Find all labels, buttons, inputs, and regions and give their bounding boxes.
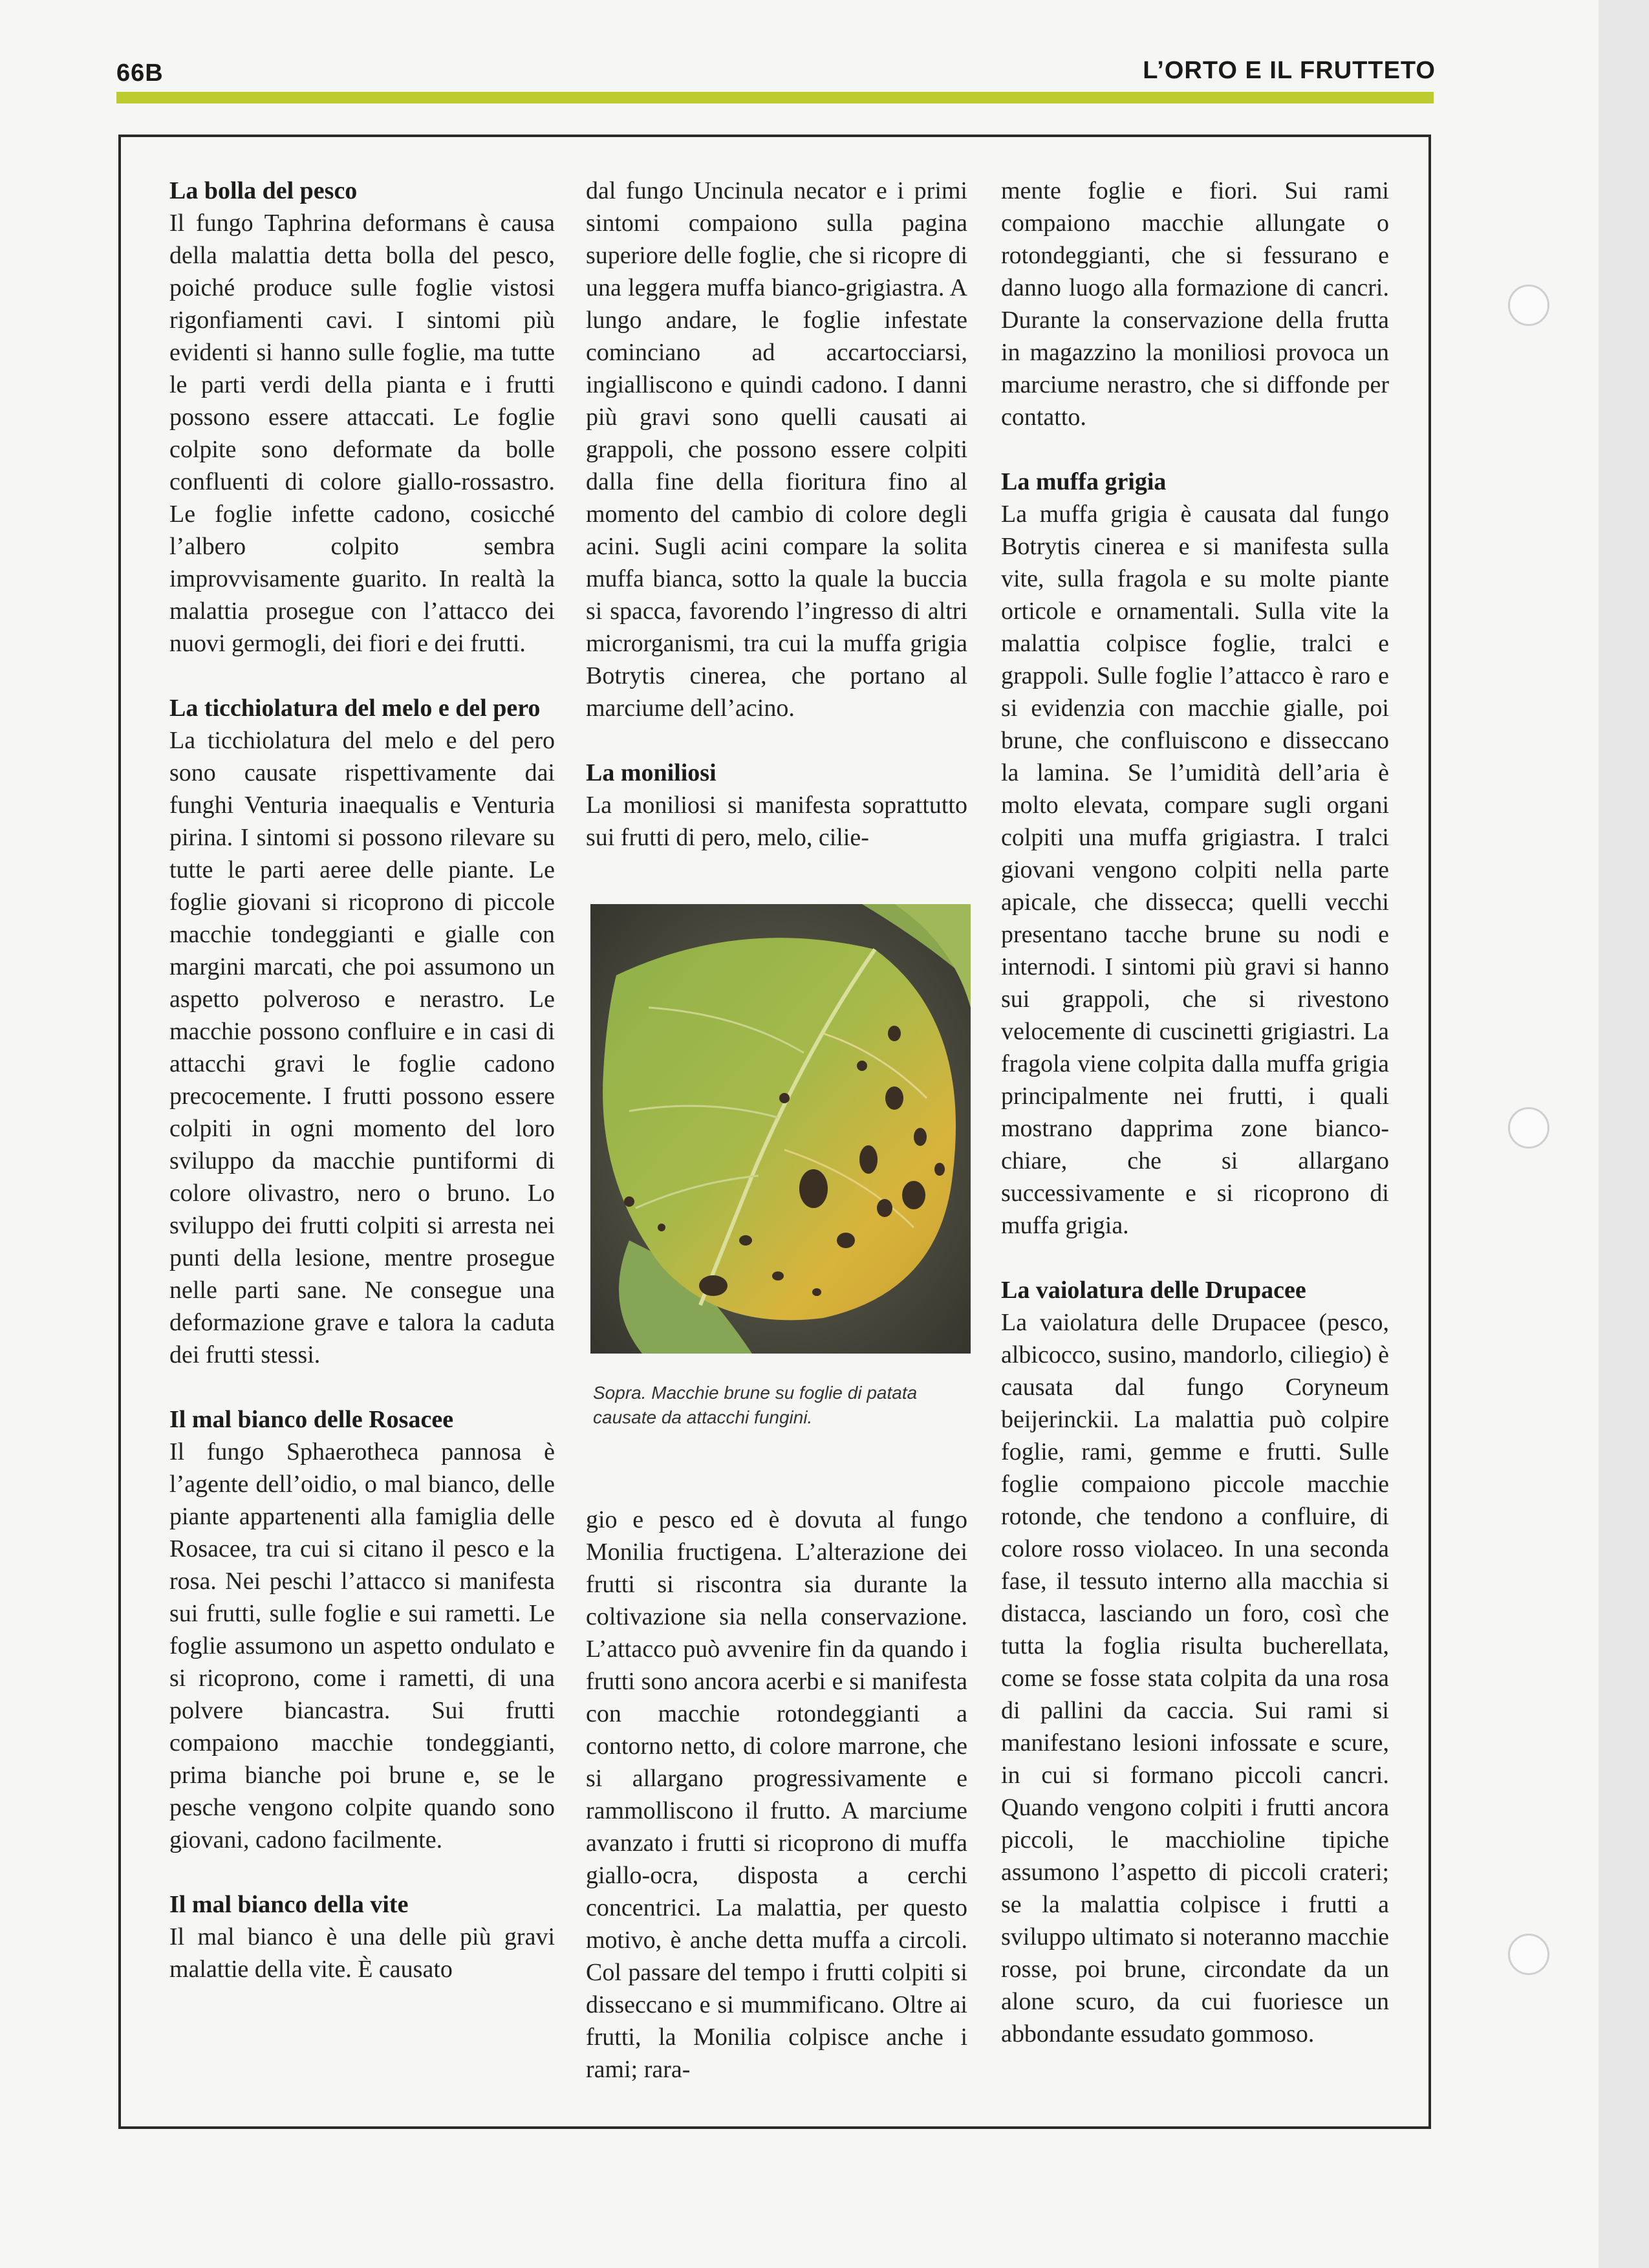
paragraph: Il fungo Sphaerotheca pannosa è l’agente dell’oidio, o mal bianco, delle piante appartenenti alla famiglia delle Rosacee, tra cui si citano il pesco e la rosa. Nei peschi l’attacco si manifesta sui frutti, sulle foglie e sui rametti. Le foglie assumono un aspetto ondulato e si ricoprono, come i rametti, di una polvere biancastra. Sui frutti compaiono macchie tondeggianti, prima bianche poi brune e, se le pesche vengono colpite quando sono giovani, cadono facilmente. [169, 1438, 555, 1853]
paragraph: La moniliosi si manifesta soprattutto sui frutti di pero, melo, cilie- [586, 792, 967, 851]
potato-leaf-photo [590, 904, 971, 1354]
section-heading: La vaiolatura delle Drupacee [1001, 1277, 1306, 1304]
text-column-2-top [586, 175, 967, 854]
paragraph: Il mal bianco è una delle più gravi malattie della vite. È causato [169, 1923, 555, 1983]
section-heading: Il mal bianco delle Rosacee [169, 1406, 454, 1433]
paragraph: mente foglie e fiori. Sui rami compaiono macchie allungate o rotondeggianti, che si fessurano e danno luogo alla formazione di cancri. Durante la conservazione della frutta in magazzino la moniliosi provoca un marciume nerastro, che si diffonde per contatto. [1001, 177, 1389, 431]
photo-caption: Sopra. Macchie brune su foglie di patata causate da attacchi fungini. [593, 1383, 918, 1427]
paragraph: La vaiolatura delle Drupacee (pesco, albicocco, susino, mandorlo, ciliegio) è causata dal fungo Coryneum beijerinckii. La malattia può colpire foglie, rami, gemme e frutti. Sulle foglie compaiono piccole macchie rotonde, che tendono a confluire, di colore rosso violaceo. In una seconda fase, il tessuto interno alla macchia si distacca, lasciando un foro, così che tutta la foglia risulta bucherellata, come se fosse stata colpita da una rosa di pallini da caccia. Sui rami si manifestano lesioni infossate e scure, in cui si formano piccoli cancri. Quando vengono colpiti i frutti ancora piccoli, le macchioline tipiche assumono l’aspetto di piccoli crateri; se la malattia colpisce i frutti a sviluppo ultimato si noteranno macchie rosse, poi brune, circondate da un alone scuro, da cui fuoriesce un abbondante essudato gommoso. [1001, 1309, 1389, 2047]
binder-hole-middle [1508, 1107, 1549, 1149]
leaf-illustration [590, 904, 971, 1354]
section-heading: La muffa grigia [1001, 468, 1167, 495]
section-heading: Il mal bianco della vite [169, 1891, 409, 1918]
text-column-2-bottom [586, 1504, 967, 2086]
paragraph: gio e pesco ed è dovuta al fungo Monilia fructigena. L’alterazione dei frutti si riscontra sia durante la coltivazione sia nella conservazione. L’attacco può avvenire fin da quando i frutti sono ancora acerbi e si manifesta con macchie rotondeggianti a contorno netto, di colore marrone, che si allargano progressivamente e rammolliscono il frutto. A marciume avanzato i frutti si ricoprono di muffa giallo-ocra, disposta a cerchi concentrici. La malattia, per questo motivo, è anche detta muffa a circoli. Col passare del tempo i frutti colpiti si disseccano e si mummificano. Oltre ai frutti, la Monilia colpisce anche i rami; rara- [586, 1506, 967, 2083]
paragraph: dal fungo Uncinula necator e i primi sintomi compaiono sulla pagina superiore delle foglie, che si ricopre di una leggera muffa bianco-grigiastra. A lungo andare, le foglie infestate cominciano ad accartocciarsi, ingialliscono e quindi cadono. I danni più gravi sono quelli causati ai grappoli, che possono essere colpiti dalla fine della fioritura fino al momento del cambio di colore degli acini. Sugli acini compare la solita muffa bianca, sotto la quale la buccia si spacca, favorendo l’ingresso di altri microrganismi, tra cui la muffa grigia Botrytis cinerea, che portano al marciume dell’acino. [586, 177, 967, 722]
text-column-1 [169, 175, 555, 1985]
header-accent-bar [116, 92, 1434, 103]
section-heading: La moniliosi [586, 759, 717, 786]
paragraph: La ticchiolatura del melo e del pero sono causate rispettivamente dai funghi Venturia inaequalis e Venturia pirina. I sintomi si possono rilevare su tutte le parti aeree delle piante. Le foglie giovani si ricoprono di piccole macchie tondeggianti e gialle con margini marcati, che poi assumono un aspetto polveroso e nerastro. Le macchie possono confluire e in casi di attacchi gravi le foglie cadono precocemente. I frutti possono essere colpiti in ogni momento del loro sviluppo da macchie puntiformi di colore olivastro, nero o bruno. Lo sviluppo dei frutti colpiti si arresta nei punti della lesione, mentre prosegue nelle parti sane. Ne consegue una deformazione grave e talora la caduta dei frutti stessi. [169, 727, 555, 1368]
binder-hole-top [1508, 285, 1549, 326]
binder-hole-bottom [1508, 1934, 1549, 1975]
paragraph: Il fungo Taphrina deformans è causa della malattia detta bolla del pesco, poiché produce sulle foglie vistosi rigonfiamenti cavi. I sintomi più evidenti si hanno sulle foglie, ma tutte le parti verdi della pianta e i frutti possono essere attaccati. Le foglie colpite sono deformate da bolle confluenti di colore giallo-rossastro. Le foglie infette cadono, cosicché l’albero colpito sembra improvvisamente guarito. In realtà la malattia prosegue con l’attacco dei nuovi germogli, dei fiori e dei frutti. [169, 210, 555, 657]
section-title: L’ORTO E IL FRUTTETO [1143, 57, 1436, 84]
page-number: 66B [116, 59, 164, 87]
text-column-3 [1001, 175, 1389, 2050]
section-heading: La ticchiolatura del melo e del pero [169, 695, 541, 722]
section-heading: La bolla del pesco [169, 177, 358, 204]
paragraph: La muffa grigia è causata dal fungo Botrytis cinerea e si manifesta sulla vite, sulla fragola e su molte piante orticole e ornamentali. Sulla vite la malattia colpisce foglie, tralci e grappoli. Sulle foglie l’attacco è raro e si evidenzia con macchie gialle, poi brune, che confluiscono e disseccano la lamina. Se l’umidità dell’aria è molto elevata, compare sugli organi colpiti una muffa grigiastra. I tralci giovani vengono colpiti nella parte apicale, che dissecca; quelli vecchi presentano tacche brune su nodi e internodi. I sintomi più gravi si hanno sui grappoli, che si rivestono velocemente di cuscinetti grigiastri. La fragola viene colpita dalla muffa grigia principalmente nei frutti, i quali mostrano dapprima zone bianco-chiare, che si allargano successivamente e si ricoprono di muffa grigia. [1001, 501, 1389, 1239]
scan-edge [1599, 0, 1649, 2268]
